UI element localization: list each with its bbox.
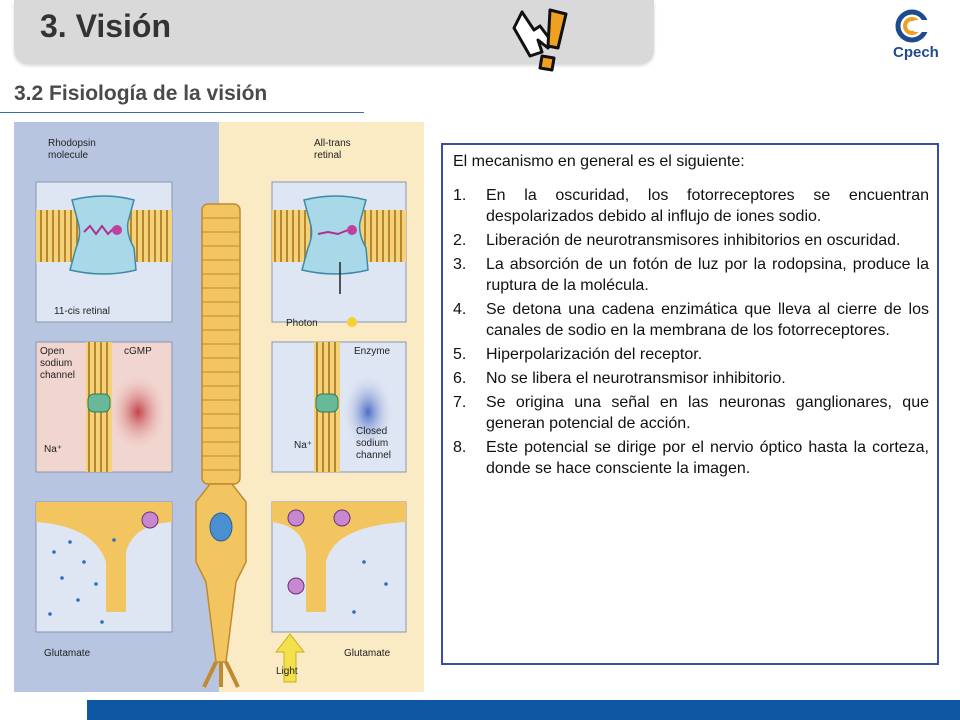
subtitle-underline (0, 112, 364, 113)
mechanism-list (453, 185, 929, 479)
label-channel: channel (40, 370, 76, 381)
label-photon: Photon (286, 318, 318, 329)
mechanism-intro: El mecanismo en general es el siguiente: (453, 153, 745, 170)
label-molecule: molecule (48, 150, 89, 161)
section-subtitle: 3.2 Fisiología de la visión (14, 82, 268, 105)
label-glutamate-right: Glutamate (344, 648, 391, 659)
list-item: 7. Se origina una señal en las neuronas ganglionares, que generan potencial de acción. (453, 394, 929, 432)
list-item: 2. Liberación de neurotransmisores inhibitorios en oscuridad. (453, 232, 901, 249)
list-item: 8. Este potencial se dirige por el nervio óptico hasta la corteza, donde se hace consciente la imagen. (453, 439, 929, 477)
label-closed: Closed (356, 426, 388, 437)
label-11-cis-retinal: 11-cis retinal (54, 306, 110, 317)
list-item: 5. Hiperpolarización del receptor. (453, 346, 703, 363)
label-sodium-2: sodium (356, 438, 389, 449)
label-cgmp: cGMP (124, 346, 152, 357)
label-na-left: Na⁺ (44, 444, 63, 455)
phototransduction-figure (14, 122, 424, 692)
label-glutamate-left: Glutamate (44, 648, 91, 659)
label-open: Open (40, 346, 65, 357)
logo-text: Cpech (893, 44, 939, 61)
label-rhodopsin: Rhodopsin (48, 138, 96, 149)
list-item: 3. La absorción de un fotón de luz por la rodopsina, produce la ruptura de la molécula. (453, 256, 929, 294)
mechanism-textbox (441, 143, 939, 665)
list-item: 6. No se libera el neurotransmisor inhibitorio. (453, 370, 786, 387)
hand-pointer-icon (508, 4, 578, 84)
list-item: 1. En la oscuridad, los fotorreceptores se encuentran despolarizados debido al influjo de iones sodio. (453, 187, 929, 225)
label-na-right: Na⁺ (294, 440, 313, 451)
page-title: 3. Visión (40, 8, 172, 44)
label-retinal: retinal (314, 150, 342, 161)
bottom-bar (87, 700, 960, 720)
list-item: 4. Se detona una cadena enzimática que lleva al cierre de los canales de sodio en la membrana de los fotorreceptores. (453, 301, 929, 339)
label-sodium: sodium (40, 358, 73, 369)
label-channel-2: channel (356, 450, 392, 461)
label-light: Light (276, 666, 298, 677)
label-all-trans: All-trans (314, 138, 351, 149)
label-enzyme: Enzyme (354, 346, 391, 357)
